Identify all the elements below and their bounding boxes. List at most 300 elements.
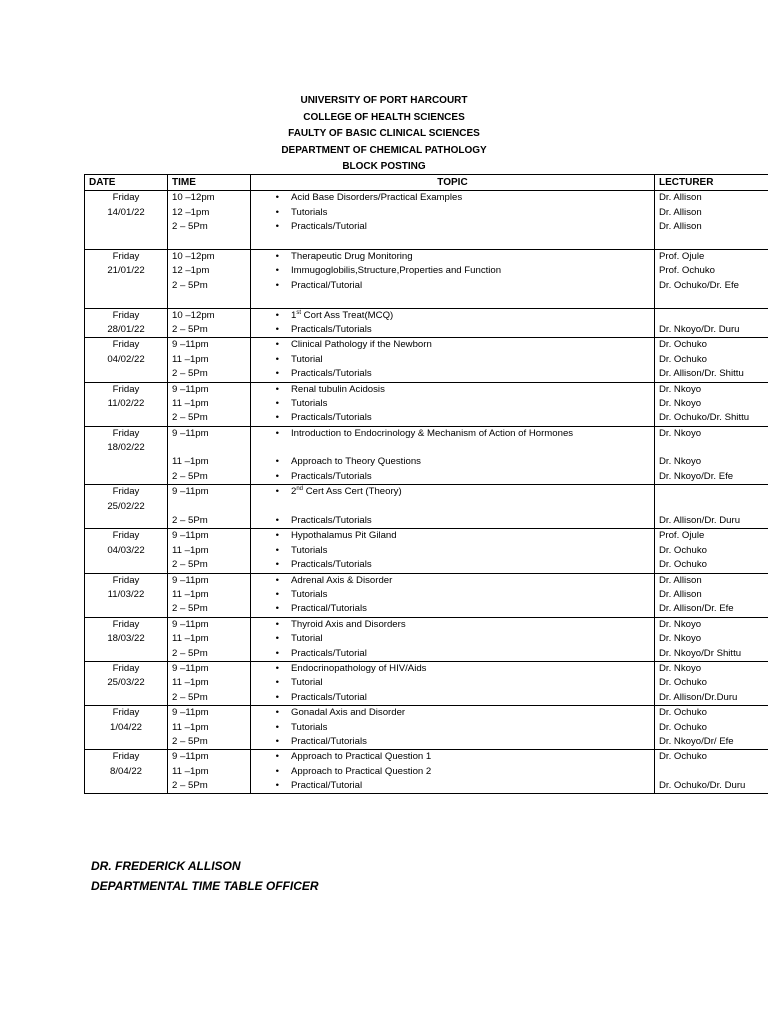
topic-main: Tutorials (291, 397, 328, 409)
topic-text (291, 191, 650, 205)
bullet-icon: • (275, 751, 279, 763)
topic-item (255, 529, 650, 543)
table-row (85, 706, 768, 750)
topic-item (255, 206, 650, 220)
bullet-icon: • (275, 250, 279, 262)
topic-main: Therapeutic Drug Monitoring (291, 250, 413, 262)
bullet-icon: • (275, 735, 279, 747)
time-slot: 9 –11pm (172, 486, 209, 498)
bullet-icon: • (275, 662, 279, 674)
topic-item (255, 235, 650, 249)
bullet-icon: • (275, 707, 279, 719)
time-cell (168, 485, 251, 529)
table-row (85, 382, 768, 426)
lecturer-name (659, 309, 768, 323)
bullet-icon: • (275, 515, 279, 527)
time-cell (168, 529, 251, 573)
bullet-icon: • (275, 559, 279, 571)
table-row (85, 426, 768, 485)
topic-main: 1 (291, 309, 297, 321)
time-slot: 12 –1pm (172, 206, 210, 218)
column-header-topic: TOPIC (251, 175, 655, 191)
date-label: 11/03/22 (107, 589, 145, 601)
bullet-icon: • (275, 677, 279, 689)
officer-title: DEPARTMENTAL TIME TABLE OFFICER (91, 879, 319, 893)
bullet-icon: • (275, 633, 279, 645)
date-cell (85, 529, 168, 573)
topic-item (255, 338, 650, 352)
day-label: Friday (112, 383, 140, 395)
lecturer-name: Dr. Ochuko (659, 677, 707, 689)
time-slot: 2 – 5Pm (172, 515, 208, 527)
topic-main: Tutorials (291, 721, 328, 733)
time-slot: 9 –11pm (172, 574, 209, 586)
lecturer-name: Dr. Ochuko/Dr. Shittu (659, 412, 750, 424)
lecturer-name: Prof. Ojule (659, 250, 705, 262)
bullet-icon: • (275, 279, 279, 291)
topic-main: Practicals/Tutorial (291, 691, 367, 703)
ordinal-suffix: st (296, 309, 302, 316)
bullet-icon: • (275, 383, 279, 395)
table-row (85, 485, 768, 529)
topic-item (255, 647, 650, 661)
topic-item (255, 220, 650, 234)
topic-item (255, 455, 650, 469)
bullet-icon: • (275, 456, 279, 468)
lecturer-name: Dr. Allison (659, 192, 702, 204)
topic-text (291, 250, 650, 264)
lecturer-name: Dr. Ochuko (659, 751, 707, 763)
day-label: Friday (112, 530, 140, 542)
topic-main: Practicals/Tutorials (291, 559, 372, 571)
topic-item (255, 264, 650, 278)
topic-text (291, 206, 650, 220)
topic-item (255, 279, 650, 293)
lecturer-name: Dr. Ochuko/Dr. Efe (659, 279, 739, 291)
lecturer-name: Dr. Ochuko/Dr. Duru (659, 780, 746, 792)
time-slot: 11 –1pm (172, 397, 209, 409)
topic-main: 2 (291, 486, 297, 498)
day-label: Friday (112, 618, 140, 630)
schedule-body (85, 191, 768, 794)
topic-main: Immugoglobilis,Structure,Properties and Function (291, 265, 502, 277)
day-label: Friday (112, 339, 140, 351)
time-slot: 10 –12pm (172, 309, 215, 321)
topic-item (255, 779, 650, 793)
bullet-icon: • (275, 309, 279, 321)
table-row (85, 308, 768, 338)
topic-text (291, 397, 650, 411)
bullet-icon: • (275, 691, 279, 703)
table-row (85, 750, 768, 794)
topic-item (255, 676, 650, 690)
topic-item (255, 353, 650, 367)
lecturer-cell (655, 338, 768, 382)
bullet-icon: • (275, 397, 279, 409)
bullet-icon: • (275, 780, 279, 792)
time-slot: 9 –11pm (172, 662, 209, 674)
lecturer-name: Dr. Ochuko (659, 544, 707, 556)
topic-cell (251, 706, 655, 750)
department-name: DEPARTMENT OF CHEMICAL PATHOLOGY (281, 144, 487, 156)
time-slot: 2 – 5Pm (172, 691, 208, 703)
topic-item (255, 293, 650, 307)
time-cell (168, 426, 251, 485)
lecturer-name: Dr. Allison/Dr.Duru (659, 691, 738, 703)
time-slot: 11 –1pm (172, 456, 209, 468)
topic-item (255, 323, 650, 337)
topic-cell (251, 661, 655, 705)
college-name: COLLEGE OF HEALTH SCIENCES (303, 111, 465, 123)
topic-main: Approach to Practical Question 2 (291, 765, 432, 777)
bullet-icon: • (275, 368, 279, 380)
date-label: 25/03/22 (107, 677, 145, 689)
lecturer-cell (655, 382, 768, 426)
table-row (85, 573, 768, 617)
topic-main: Practical/Tutorials (291, 735, 367, 747)
topic-text (291, 279, 650, 293)
bullet-icon: • (275, 721, 279, 733)
bullet-icon: • (275, 589, 279, 601)
lecturer-name: Dr. Nkoyo (659, 456, 702, 468)
topic-item (255, 250, 650, 264)
date-label: 11/02/22 (107, 397, 145, 409)
topic-item (255, 191, 650, 205)
topic-item (255, 706, 650, 720)
time-slot: 2 – 5Pm (172, 780, 208, 792)
topic-text (291, 750, 650, 764)
topic-main: Gonadal Axis and Disorder (291, 707, 406, 719)
topic-cell (251, 338, 655, 382)
topic-text (291, 706, 650, 720)
topic-item (255, 544, 650, 558)
time-slot: 2 – 5Pm (172, 559, 208, 571)
topic-item (255, 514, 650, 528)
time-cell (168, 308, 251, 338)
topic-item (255, 691, 650, 705)
time-slot: 9 –11pm (172, 339, 209, 351)
table-row (85, 529, 768, 573)
lecturer-cell (655, 573, 768, 617)
day-label: Friday (112, 250, 140, 262)
topic-main: Tutorial (291, 633, 323, 645)
lecturer-name: Dr. Nkoyo (659, 633, 702, 645)
topic-text (291, 691, 650, 705)
lecturer-name: Dr. Nkoyo/Dr. Efe (659, 470, 734, 482)
lecturer-cell (655, 661, 768, 705)
column-header-date: DATE (85, 175, 168, 191)
lecturer-name: Dr. Ochuko (659, 721, 707, 733)
topic-text (291, 544, 650, 558)
date-label: 28/01/22 (107, 323, 145, 335)
topic-text (291, 367, 650, 381)
time-slot: 12 –1pm (172, 265, 210, 277)
topic-main: Tutorials (291, 544, 328, 556)
lecturer-name: Dr. Allison/Dr. Duru (659, 515, 741, 527)
topic-rest: Cort Ass Treat(MCQ) (301, 309, 394, 321)
topic-main: Clinical Pathology if the Newborn (291, 339, 432, 351)
bullet-icon: • (275, 603, 279, 615)
lecturer-name: Dr. Allison (659, 206, 702, 218)
topic-main: Tutorials (291, 206, 328, 218)
date-cell (85, 706, 168, 750)
topic-main: Approach to Theory Questions (291, 456, 421, 468)
topic-main: Approach to Practical Question 1 (291, 751, 432, 763)
officer-name: DR. FREDERICK ALLISON (91, 859, 241, 873)
time-slot: 2 – 5Pm (172, 323, 208, 335)
time-slot: 9 –11pm (172, 751, 209, 763)
bullet-icon: • (275, 265, 279, 277)
time-cell (168, 573, 251, 617)
university-name: UNIVERSITY OF PORT HARCOURT (300, 95, 468, 106)
topic-item (255, 662, 650, 676)
time-slot: 10 –12pm (172, 192, 215, 204)
topic-text (291, 264, 650, 278)
topic-text (291, 338, 650, 352)
lecturer-cell (655, 529, 768, 573)
time-slot: 11 –1pm (172, 589, 209, 601)
topic-item (255, 367, 650, 381)
date-label: 1/04/22 (109, 721, 142, 733)
bullet-icon: • (275, 206, 279, 218)
topic-cell (251, 617, 655, 661)
lecturer-name: Dr. Ochuko (659, 339, 707, 351)
time-slot: 11 –1pm (172, 765, 209, 777)
table-header-row (85, 175, 768, 191)
topic-item (255, 765, 650, 779)
topic-cell (251, 249, 655, 308)
lecturer-name: Dr. Nkoyo (659, 662, 702, 674)
topic-main: Introduction to Endocrinology & Mechanism of Action of Hormones (291, 427, 574, 439)
time-cell (168, 750, 251, 794)
topic-text (291, 558, 650, 572)
time-cell (168, 338, 251, 382)
lecturer-cell (655, 191, 768, 250)
topic-text (291, 618, 650, 632)
topic-item (255, 485, 650, 514)
topic-text (291, 411, 650, 425)
topic-main: Tutorial (291, 677, 323, 689)
topic-main: Tutorial (291, 353, 323, 365)
time-cell (168, 706, 251, 750)
time-slot: 10 –12pm (172, 250, 215, 262)
bullet-icon: • (275, 427, 279, 439)
time-slot: 2 – 5Pm (172, 470, 208, 482)
topic-cell (251, 485, 655, 529)
time-slot: 2 – 5Pm (172, 279, 208, 291)
time-cell (168, 382, 251, 426)
time-slot: 9 –11pm (172, 530, 209, 542)
bullet-icon: • (275, 544, 279, 556)
date-label: 04/03/22 (107, 544, 145, 556)
topic-item (255, 721, 650, 735)
date-cell (85, 191, 168, 250)
lecturer-name: Dr. Nkoyo/Dr Shittu (659, 647, 742, 659)
time-slot (172, 293, 246, 307)
date-label: 25/02/22 (107, 500, 145, 512)
topic-text (291, 588, 650, 602)
topic-cell (251, 191, 655, 250)
day-label: Friday (112, 707, 140, 719)
topic-cell (251, 573, 655, 617)
topic-item (255, 632, 650, 646)
lecturer-name: Dr. Allison (659, 589, 702, 601)
topic-item (255, 588, 650, 602)
faculty-name: FAULTY OF BASIC CLINICAL SCIENCES (288, 128, 480, 139)
time-slot: 9 –11pm (172, 707, 209, 719)
topic-text (291, 574, 650, 588)
time-cell (168, 661, 251, 705)
time-slot: 9 –11pm (172, 427, 209, 439)
day-label: Friday (112, 751, 140, 763)
date-label: 04/02/22 (107, 353, 145, 365)
date-cell (85, 750, 168, 794)
topic-text (291, 383, 650, 397)
topic-item (255, 411, 650, 425)
topic-text (291, 647, 650, 661)
lecturer-cell (655, 485, 768, 529)
topic-item (255, 397, 650, 411)
topic-text (291, 514, 650, 528)
lecturer-name: Dr. Ochuko (659, 707, 707, 719)
topic-main: Practical/Tutorials (291, 603, 367, 615)
lecturer-name: Prof. Ojule (659, 530, 705, 542)
column-header-lecturer: LECTURER (655, 175, 768, 191)
topic-item (255, 427, 650, 456)
topic-text (291, 455, 650, 469)
day-label: Friday (112, 662, 140, 674)
topic-text (291, 735, 650, 749)
time-slot: 11 –1pm (172, 633, 209, 645)
time-cell (168, 191, 251, 250)
time-slot: 9 –11pm (172, 383, 209, 395)
lecturer-name: Dr. Allison/Dr. Shittu (659, 368, 744, 380)
bullet-icon: • (275, 323, 279, 335)
bullet-icon: • (275, 530, 279, 542)
lecturer-name: Dr. Nkoyo (659, 383, 702, 395)
topic-text (291, 765, 650, 779)
bullet-icon: • (275, 765, 279, 777)
topic-text (291, 323, 650, 337)
topic-cell (251, 426, 655, 485)
lecturer-cell (655, 426, 768, 485)
date-cell (85, 382, 168, 426)
lecturer-name: Dr. Nkoyo/Dr/ Efe (659, 735, 734, 747)
topic-text (291, 309, 650, 323)
topic-item (255, 618, 650, 632)
day-label: Friday (112, 192, 140, 204)
topic-cell (251, 750, 655, 794)
document-header (0, 93, 768, 176)
lecturer-name: Dr. Ochuko (659, 353, 707, 365)
time-cell (168, 617, 251, 661)
day-label: Friday (112, 309, 140, 321)
bullet-icon: • (275, 470, 279, 482)
time-slot: 2 – 5Pm (172, 412, 208, 424)
day-label: Friday (112, 427, 140, 439)
bullet-icon: • (275, 221, 279, 233)
lecturer-name: Dr. Nkoyo/Dr. Duru (659, 323, 740, 335)
topic-main: Acid Base Disorders/Practical Examples (291, 192, 463, 204)
lecturer-name: Dr. Nkoyo (659, 427, 702, 439)
date-label: 8/04/22 (109, 765, 142, 777)
date-label: 18/02/22 (107, 442, 145, 454)
date-cell (85, 661, 168, 705)
topic-main: Tutorials (291, 589, 328, 601)
column-header-time: TIME (168, 175, 251, 191)
date-cell (85, 426, 168, 485)
topic-text (291, 470, 650, 484)
topic-item (255, 574, 650, 588)
bullet-icon: • (275, 412, 279, 424)
table-row (85, 249, 768, 308)
bullet-icon: • (275, 192, 279, 204)
bullet-icon: • (275, 574, 279, 586)
topic-text (291, 602, 650, 616)
table-row (85, 661, 768, 705)
topic-main: Renal tubulin Acidosis (291, 383, 385, 395)
lecturer-name: Dr. Allison (659, 221, 702, 233)
date-cell (85, 308, 168, 338)
topic-text (291, 353, 650, 367)
topic-main: Endocrinopathology of HIV/Aids (291, 662, 427, 674)
topic-rest: Cert Ass Cert (Theory) (303, 486, 402, 498)
time-slot: 11 –1pm (172, 677, 209, 689)
time-slot: 2 – 5Pm (172, 368, 208, 380)
bullet-icon: • (275, 647, 279, 659)
date-cell (85, 249, 168, 308)
topic-main: Practical/Tutorial (291, 279, 363, 291)
topic-main: Practicals/Tutorial (291, 221, 367, 233)
topic-item (255, 309, 650, 323)
topic-main: Practicals/Tutorials (291, 323, 372, 335)
time-slot: 11 –1pm (172, 353, 209, 365)
topic-item (255, 383, 650, 397)
table-row (85, 191, 768, 250)
topic-text (291, 779, 650, 793)
time-slot: 2 – 5Pm (172, 603, 208, 615)
time-slot: 2 – 5Pm (172, 221, 208, 233)
bullet-icon: • (275, 339, 279, 351)
topic-main: Practicals/Tutorials (291, 368, 372, 380)
lecturer-cell (655, 617, 768, 661)
time-slot (172, 235, 246, 249)
topic-text (291, 427, 650, 456)
topic-text (291, 485, 650, 514)
schedule-table (84, 174, 768, 794)
date-cell (85, 617, 168, 661)
lecturer-name (659, 293, 768, 307)
time-slot: 2 – 5Pm (172, 647, 208, 659)
lecturer-cell (655, 249, 768, 308)
bullet-icon: • (275, 486, 279, 498)
topic-main: Adrenal Axis & Disorder (291, 574, 393, 586)
date-cell (85, 573, 168, 617)
signature-block (91, 856, 319, 896)
topic-main: Practicals/Tutorials (291, 470, 372, 482)
lecturer-name: Dr. Nkoyo (659, 397, 702, 409)
lecturer-cell (655, 750, 768, 794)
topic-text (291, 721, 650, 735)
topic-item (255, 602, 650, 616)
ordinal-suffix: nd (296, 486, 304, 493)
topic-text (291, 662, 650, 676)
topic-text (291, 676, 650, 690)
topic-cell (251, 382, 655, 426)
topic-text (291, 220, 650, 234)
document-title: BLOCK POSTING (342, 161, 426, 172)
lecturer-name: Dr. Ochuko (659, 559, 707, 571)
